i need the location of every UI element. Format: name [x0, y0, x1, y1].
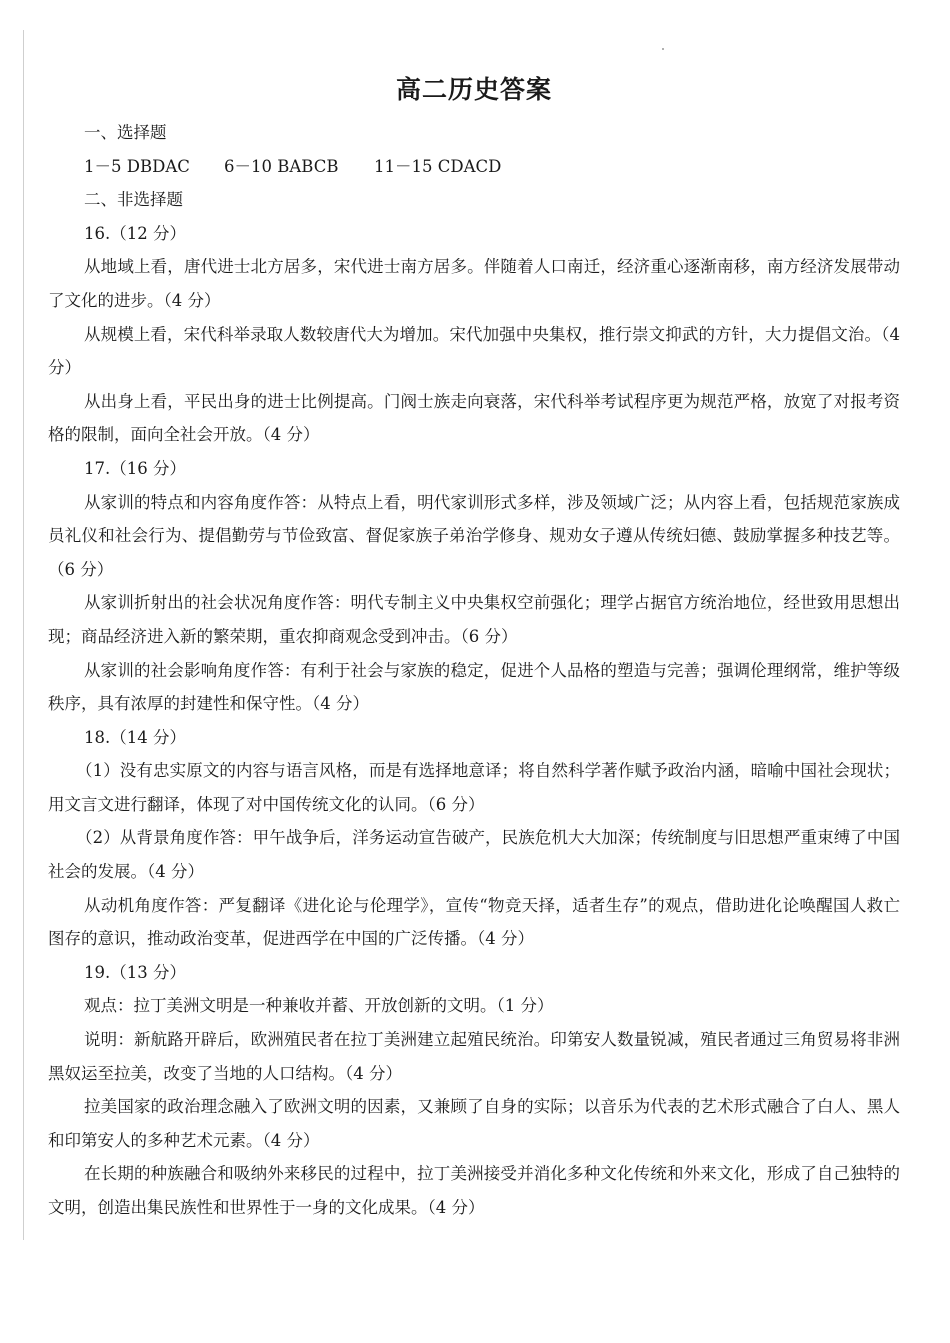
choice-answers: [48, 150, 900, 184]
page-title: 高二历史答案: [395, 75, 552, 104]
question-17-paragraph-1: 从家训的特点和内容角度作答：从特点上看，明代家训形式多样，涉及领域广泛；从内容上看，包括规范家族成员礼仪和社会行为、提倡勤劳与节俭致富、督促家族子弟治学修身、规劝女子遵从传统妇德、鼓励掌握多种技艺等。（6 分）: [48, 492, 900, 579]
question-19-paragraph-2: 说明：新航路开辟后，欧洲殖民者在拉丁美洲建立起殖民统治。印第安人数量锐减，殖民者通过三角贸易将非洲黑奴运至拉美，改变了当地的人口结构。（4 分）: [48, 1030, 900, 1083]
answer-group-6-10: 6－10 BABCB: [224, 156, 339, 176]
answer-document: [48, 70, 900, 1225]
question-18-paragraph-2: （2）从背景角度作答：甲午战争后，洋务运动宣告破产，民族危机大大加深；传统制度与旧思想严重束缚了中国社会的发展。（4 分）: [48, 828, 900, 882]
answer-group-1-5: 1－5 DBDAC: [84, 156, 190, 176]
section-heading-choice: 一、选择题: [84, 123, 167, 142]
question-18-label: 18.（14 分）: [84, 727, 186, 747]
question-19-paragraph-1: 观点：拉丁美洲文明是一种兼收并蓄、开放创新的文明。（1 分）: [84, 996, 554, 1016]
section-heading-nonchoice: 二、非选择题: [84, 190, 183, 210]
question-17-label: 17.（16 分）: [84, 458, 186, 478]
answer-group-11-15: 11－15 CDACD: [374, 156, 502, 176]
question-19-label: 19.（13 分）: [84, 962, 186, 982]
question-18-paragraph-1: （1）没有忠实原文的内容与语言风格，而是有选择地意译；将自然科学著作赋予政治内涵，暗喻中国社会现状；用文言文进行翻译，体现了对中国传统文化的认同。（6 分）: [48, 761, 900, 814]
question-17-paragraph-2: 从家训折射出的社会状况角度作答：明代专制主义中央集权空前强化；理学占据官方统治地位，经世致用思想出现；商品经济进入新的繁荣期，重农抑商观念受到冲击。（6 分）: [48, 593, 900, 646]
scan-edge-line: [23, 30, 24, 1240]
question-18-paragraph-3: 从动机角度作答：严复翻译《进化论与伦理学》，宣传“物竞天择，适者生存”的观点，借助进化论唤醒国人救亡图存的意识，推动政治变革，促进西学在中国的广泛传播。（4 分）: [48, 895, 900, 949]
question-16-paragraph-1: 从地域上看，唐代进士北方居多，宋代进士南方居多。伴随着人口南迁，经济重心逐渐南移，南方经济发展带动了文化的进步。（4 分）: [48, 257, 900, 310]
scan-speck: [662, 48, 664, 50]
question-19-paragraph-4: 在长期的种族融合和吸纳外来移民的过程中，拉丁美洲接受并消化多种文化传统和外来文化，形成了自己独特的文明，创造出集民族性和世界性于一身的文化成果。（4 分）: [48, 1164, 900, 1217]
question-16-label: 16.（12 分）: [84, 223, 186, 243]
question-16-paragraph-2: 从规模上看，宋代科举录取人数较唐代大为增加。宋代加强中央集权，推行崇文抑武的方针，大力提倡文治。（4 分）: [48, 324, 900, 378]
question-19-paragraph-3: 拉美国家的政治理念融入了欧洲文明的因素，又兼顾了自身的实际；以音乐为代表的艺术形式融合了白人、黑人和印第安人的多种艺术元素。（4 分）: [48, 1097, 900, 1150]
question-17-paragraph-3: 从家训的社会影响角度作答：有利于社会与家族的稳定，促进个人品格的塑造与完善；强调伦理纲常，维护等级秩序，具有浓厚的封建性和保守性。（4 分）: [48, 660, 900, 714]
question-16-paragraph-3: 从出身上看，平民出身的进士比例提高。门阀士族走向衰落，宋代科举考试程序更为规范严格，放宽了对报考资格的限制，面向全社会开放。（4 分）: [48, 391, 900, 445]
